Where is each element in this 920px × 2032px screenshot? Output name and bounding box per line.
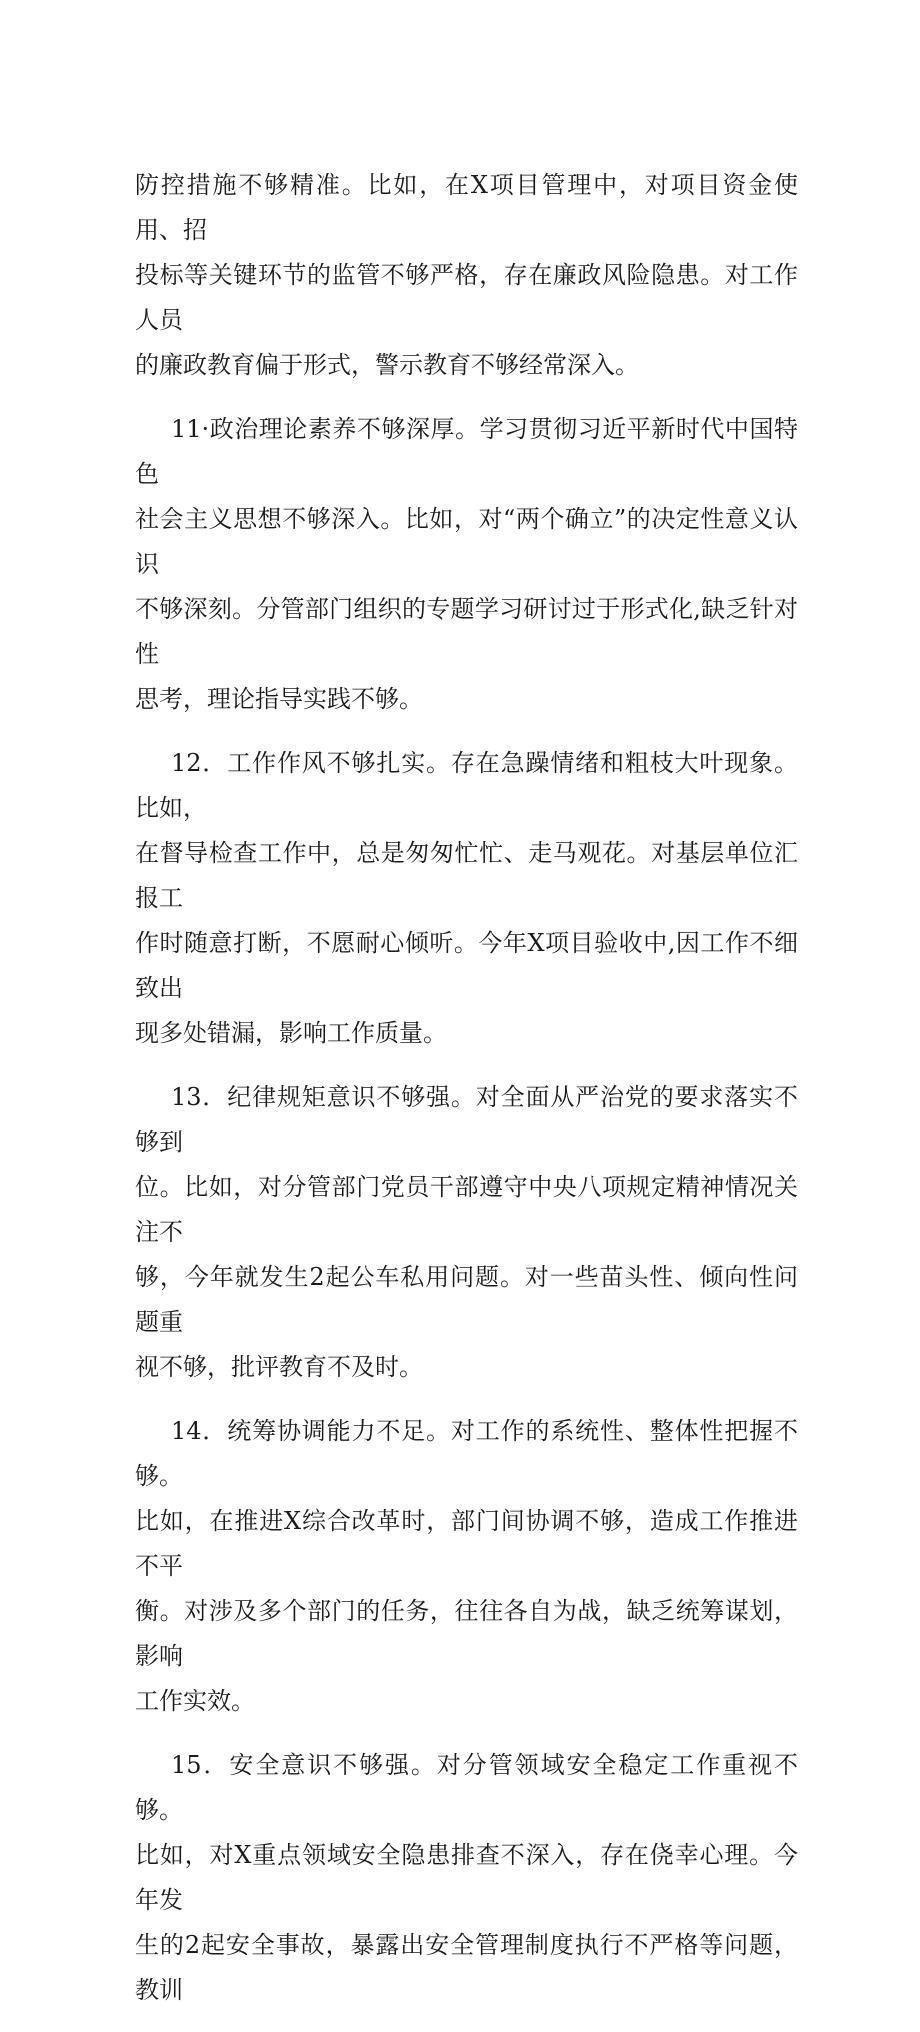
paragraph-item-12: 12．工作作风不够扎实。存在急躁情绪和粗枝大叶现象。比如， 在督导检查工作中，总是匆匆忙忙、走马观花。对基层单位汇报工 作时随意打断，不愿耐心倾听。今年X项目验收中,因工作不细致出 现多处错漏，影响工作质量。 [135,749,798,1047]
document-body [135,163,798,2032]
paragraph-item-11: 11·政治理论素养不够深厚。学习贯彻习近平新时代中国特色 社会主义思想不够深入。比如，对“两个确立”的决定性意义认识 不够深刻。分管部门组织的专题学习研讨过于形式化,缺乏针对性 思考，理论指导实践不够。 [135,415,798,713]
paragraph-item-13: 13．纪律规矩意识不够强。对全面从严治党的要求落实不够到 位。比如，对分管部门党员干部遵守中央八项规定精神情况关注不 够，今年就发生2起公车私用问题。对一些苗头性、倾向性问题重 视不够，批评教育不及时。 [135,1083,798,1381]
paragraph-item-15: 15．安全意识不够强。对分管领域安全稳定工作重视不够。 比如，对X重点领域安全隐患排查不深入，存在侥幸心理。今年发 生的2起安全事故，暴露出安全管理制度执行不严格等问题，教训 [135,1751,798,2004]
paragraph-continuation: 防控措施不够精准。比如，在X项目管理中，对项目资金使用、招 投标等关键环节的监管不够严格，存在廉政风险隐患。对工作人员 的廉政教育偏于形式，警示教育不够经常深入。 [135,171,798,379]
paragraph-item-14: 14．统筹协调能力不足。对工作的系统性、整体性把握不够。 比如，在推进X综合改革时，部门间协调不够，造成工作推进不平 衡。对涉及多个部门的任务，往往各自为战，缺乏统筹谋划，影响 工作实效。 [135,1417,798,1715]
